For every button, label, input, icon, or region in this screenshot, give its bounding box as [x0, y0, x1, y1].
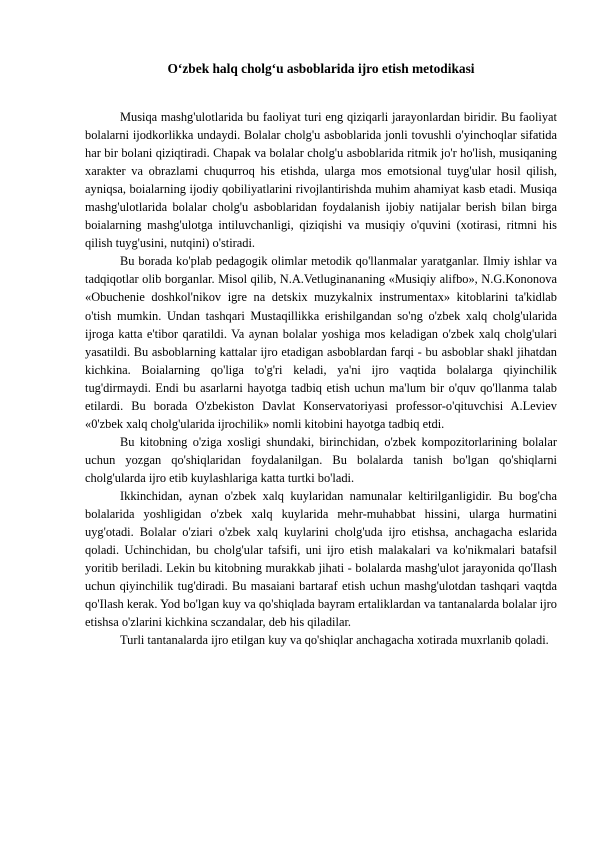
paragraph: Musiqa mashg'ulotlarida bu faoliyat turi eng qiziqarli jarayonlardan biridir. Bu faoliyat bolalarni ijodkorlikka undaydi. Bolalar cholg'u asboblarida jonli tovushli o'yinchoqlar sifatida har bir bolani qiziqtiradi. Chapak va bolalar cholg'u asboblarida ritmik jo'r ho'lish, musiqaning xarakter va obrazlami chuqurroq his etishda, ularga mos emotsional tuyg'ular hosil qilish, ayniqsa, boialarning ijodiy qobiliyatlarini rivojlantirishda muhim ahamiyat kasb etadi. Musiqa mashg'ulotlarida bolalar cholg'u asboblaridan foydalanish ijobiy natijalar berish bilan birga boialarning mashg'ulotga intiluvchanligi, qiziqishi va musiqiy o'quvini (xotirasi, ritmni his qilish tuyg'usini, nutqini) o'stiradi. [85, 110, 557, 251]
paragraph: Bu kitobning o'ziga xosligi shundaki, birinchidan, o'zbek kompozitorlarining bolalar uchun yozgan qo'shiqlaridan foydalanilgan. Bu bolalarda tanish bo'lgan qo'shiqlarni cholg'ularda ijro etib kuylashlariga katta turtki bo'ladi. [85, 434, 557, 485]
paragraph: Bu borada ko'plab pedagogik olimlar metodik qo'llanmalar yaratganlar. Ilmiy ishlar va tadqiqotlar olib borganlar. Misol qilib, N.A.Vetluginananing «Musiqiy alifbo», N.G.Kononova «Obuchenie doshkol'nikov igre na detskix muzykalnix instrumentax» kitoblarini ta'kidlab o'tish mumkin. Undan tashqari Mustaqillikka erishilgandan so'ng o'zbek xalq cholg'ularida ijroga katta e'tibor qaratildi. Va aynan bolalar yoshiga mos keladigan o'zbek xalq cholg'ulari yasatildi. Bu asboblarning kattalar ijro etadigan asboblardan farqi - bu asboblar shakl jihatdan kichkina. Boialarning qo'liga to'g'ri keladi, ya'ni ijro vaqtida bolalarga qiyinchilik tug'dirmaydi. Endi bu asarlarni hayotga tadbiq etish uchun ma'lum bir o'quv qo'llanma talab etilardi. Bu borada O'zbekiston Davlat Konservatoriyasi professor-o'qituvchisi A.Leviev «0'zbek xalq cholg'ularida ijrochilik» nomli kitobini hayotga tadbiq etdi. [85, 254, 557, 431]
paragraph: Ikkinchidan, aynan o'zbek xalq kuylaridan namunalar keltirilganligidir. Bu bog'cha bolalarida yoshligidan o'zbek xalq kuylarida mehr-muhabbat hissini, ularga hurmatini uyg'otadi. Bolalar o'ziari o'zbek xalq kuylarini cholg'uda ijro etishsa, anchagacha eslarida qoladi. Uchinchidan, bu cholg'ular tafsifi, uni ijro etish malakalari va ko'nikmalari batafsil yoritib beriladi. Lekin bu kitobning murakkab jihati - bolalarda mashg'ulot jarayonida qo'Ilash uchun qiyinchilik tug'diradi. Bu masaiani bartaraf etish uchun mashg'ulotdan tashqari vaqtda qo'Ilash kerak. Yod bo'lgan kuy va qo'shiqlada bayram ertaliklardan va tantanalarda bolalar ijro etishsa o'zlarini kichkina sczandalar, deb his qiladilar. [85, 488, 557, 630]
document-title: O‘zbek halq cholg‘u asboblarida ijro etish metodikasi [167, 61, 475, 76]
document-body [85, 108, 557, 649]
paragraph: Turli tantanalarda ijro etilgan kuy va qo'shiqlar anchagacha xotirada muxrlanib qoladi. [120, 633, 549, 648]
